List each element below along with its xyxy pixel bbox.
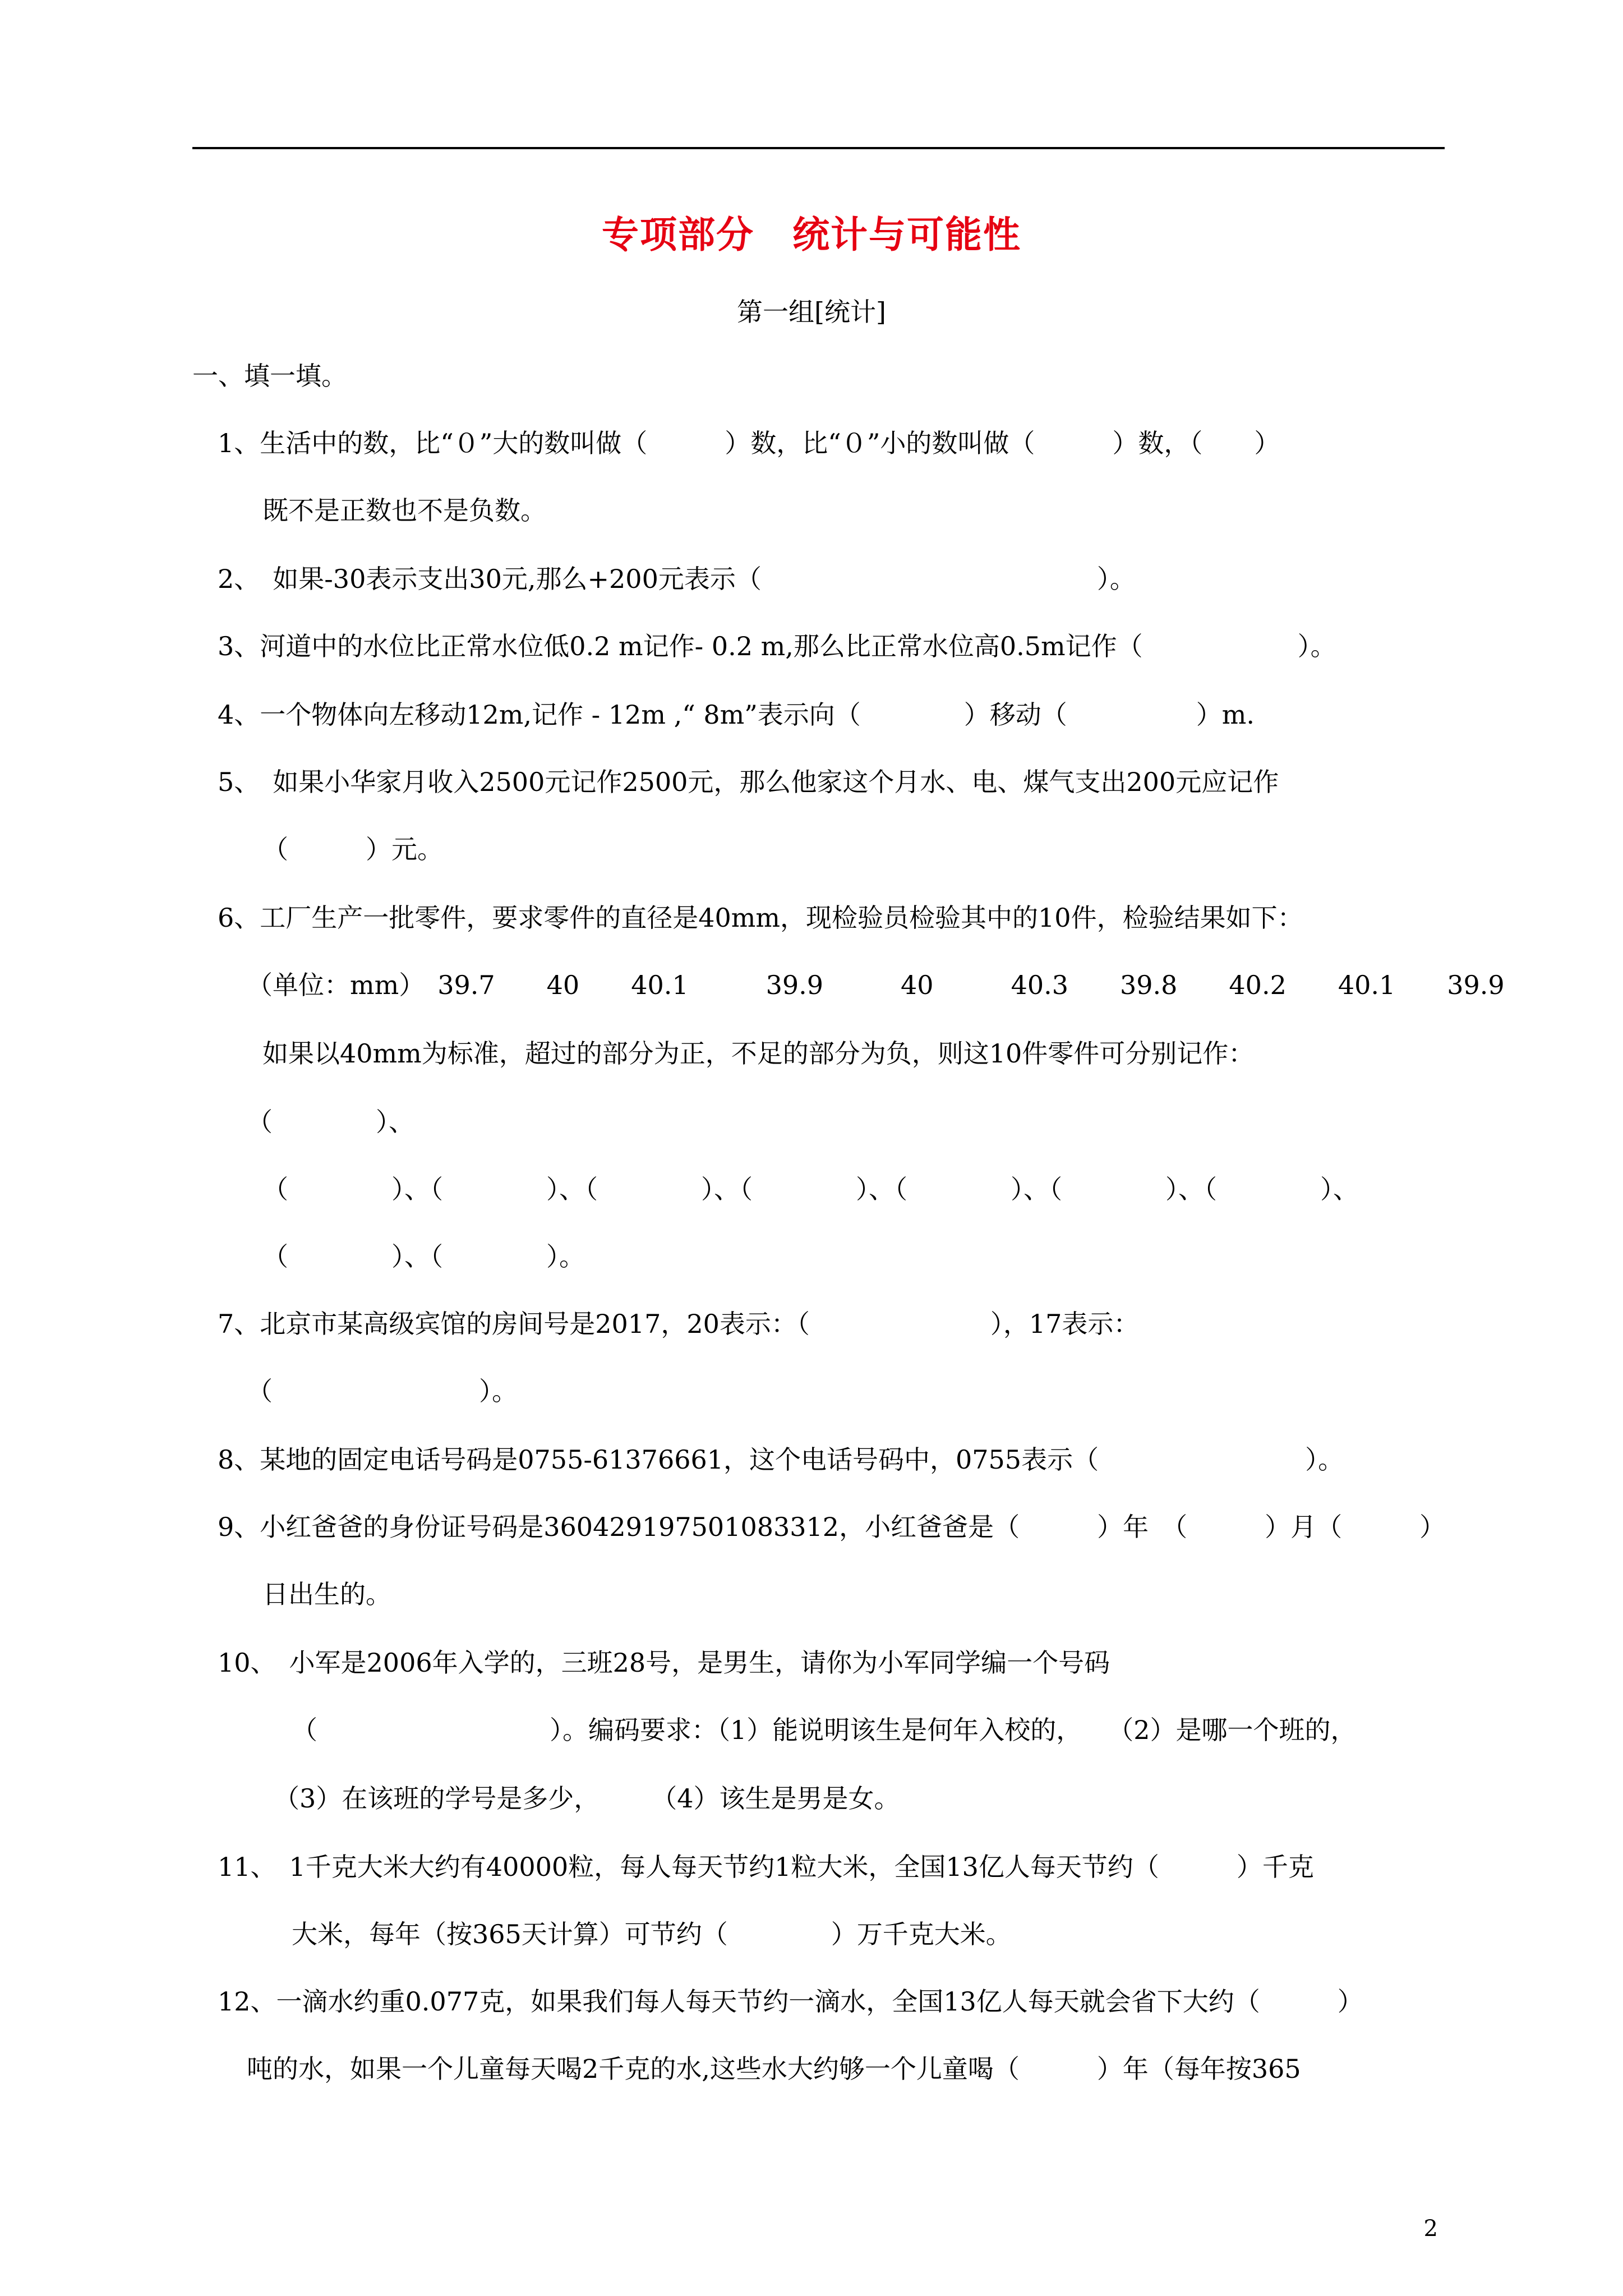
question-3: 3、河道中的水位比正常水位低0.2 m记作- 0.2 m,那么比正常水位高0.5m记作（ ）。 [218, 631, 1336, 661]
page-number: 2 [1423, 2216, 1438, 2242]
question-11: 11、 1千克大米大约有40000粒，每人每天节约1粒大米，全国13亿人每天节约（ ）千克 [218, 1852, 1314, 1882]
header-rule [192, 147, 1445, 149]
page-title: 专项部分 统计与可能性 [602, 213, 1021, 256]
question-6: 6、工厂生产一批零件，要求零件的直径是40mm，现检验员检验其中的10件，检验结果如下： [218, 903, 1303, 933]
question-8: 8、某地的固定电话号码是0755-61376661，这个电话号码中，0755表示（ ）。 [218, 1444, 1344, 1475]
question-11-cont: 大米，每年（按365天计算）可节约（ ）万千克大米。 [292, 1919, 1012, 1949]
question-6-blank-row-1: （ ）、 [247, 1107, 414, 1137]
question-9-cont: 日出生的。 [262, 1579, 391, 1609]
question-10-requirements: （3）在该班的学号是多少， （4）该生是男是女。 [274, 1783, 900, 1814]
question-1: 1、生活中的数，比“０”大的数叫做（ ）数，比“０”小的数叫做（ ）数，（ ） [218, 428, 1280, 458]
question-7-cont: （ ）。 [247, 1376, 518, 1406]
question-5-cont: （ ）元。 [262, 834, 443, 864]
question-10: 10、 小军是2006年入学的，三班28号，是男生，请你为小军同学编一个号码 [218, 1648, 1110, 1678]
question-9: 9、小红爸爸的身份证号码是360429197501083312，小红爸爸是（ ）年 （ ）月（ ） [218, 1512, 1446, 1542]
question-5: 5、 如果小华家月收入2500元记作2500元，那么他家这个月水、电、煤气支出200元应记作 [218, 767, 1279, 797]
question-10-cont: （ ）。编码要求：（1）能说明该生是何年入校的， （2）是哪一个班的， [292, 1715, 1357, 1745]
question-6-instruction: 如果以40mm为标准，超过的部分为正，不足的部分为负，则这10件零件可分别记作： [262, 1038, 1255, 1069]
section-heading: 一、填一填。 [192, 361, 347, 391]
question-4: 4、一个物体向左移动12m,记作 - 12m ,“ 8m”表示向（ ）移动（ ）m. [218, 700, 1255, 730]
question-12: 12、一滴水约重0.077克，如果我们每人每天节约一滴水，全国13亿人每天就会省下大约（ ） [218, 1986, 1363, 2017]
question-6-data: （单位：mm） 39.7 40 40.1 39.9 40 40.3 39.8 40.2 40.1 39.9 [247, 970, 1505, 1000]
question-12-cont: 吨的水，如果一个儿童每天喝2千克的水,这些水大约够一个儿童喝（ ）年（每年按365 [247, 2054, 1301, 2084]
question-6-blank-row-2: （ ）、（ ）、（ ）、（ ）、（ ）、（ ）、（ ）、 [262, 1174, 1359, 1204]
question-2: 2、 如果-30表示支出30元,那么+200元表示（ ）。 [218, 564, 1136, 594]
question-1-cont: 既不是正数也不是负数。 [262, 495, 546, 526]
question-6-blank-row-3: （ ）、（ ）。 [262, 1241, 585, 1272]
question-7: 7、北京市某高级宾馆的房间号是2017，20表示：（ ），17表示： [218, 1309, 1140, 1339]
section-subtitle: 第一组[统计] [737, 297, 886, 327]
